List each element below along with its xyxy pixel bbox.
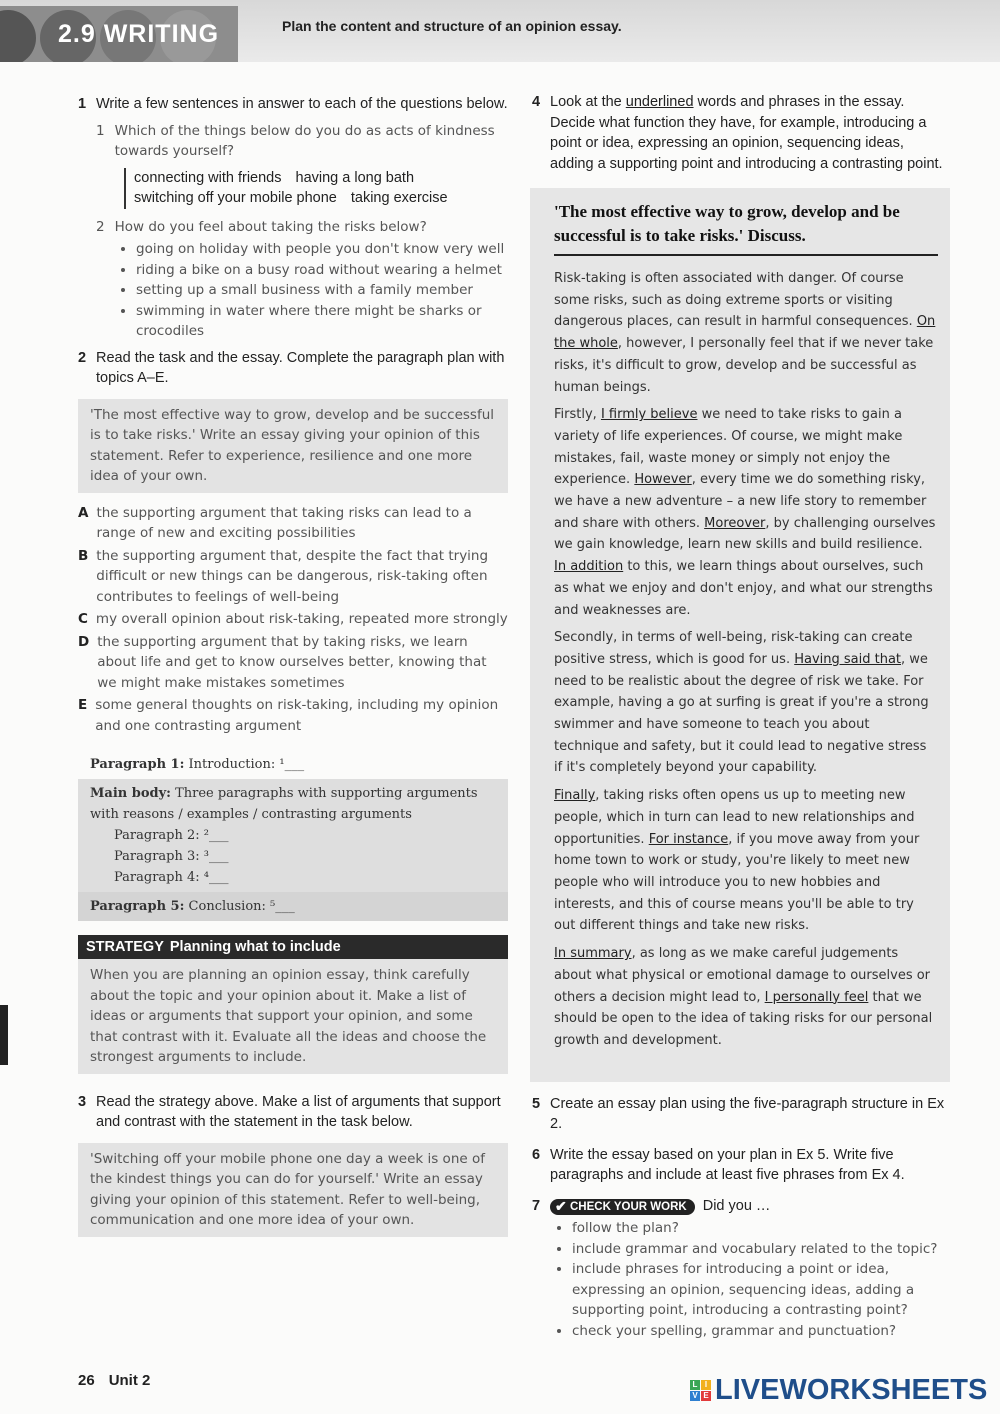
- right-column: [532, 92, 950, 1347]
- page-footer: 26 Unit 2: [78, 1372, 151, 1389]
- underlined-phrase: On the whole: [554, 314, 936, 352]
- essay-text: , by challenging ourselves we gain knowledge, learn new skills and build resilience.: [554, 515, 936, 553]
- exercise-7: 7 ✔ CHECK YOUR WORK Did you …: [532, 1197, 771, 1214]
- underlined-phrase: I firmly believe: [600, 407, 698, 423]
- section-title: 2.9 WRITING: [58, 20, 220, 48]
- exercise-1: 1 Write a few sentences in answer to each of the questions below.: [78, 96, 508, 112]
- underlined-phrase: Having said that: [794, 651, 902, 667]
- exercise-4: 4 Look at the underlined words and phrases in the essay. Decide what function they have, for example, introducing a point or idea, expressing an opinion, sequencing ideas, adding a supporting point and introducing a contrasting point.: [532, 94, 943, 172]
- risk-list: • going on holiday with people you don't know very well • riding a bike on a busy road without wearing a helmet • setting up a small business with a family member • swimming in water where there might be sharks or crocodiles: [124, 239, 508, 342]
- check-icon: ✔: [555, 1197, 567, 1214]
- blank-3[interactable]: Paragraph 3: ³___: [114, 849, 229, 864]
- essay-text: , if you move away from your home town to work or study, you're likely to meet new people who will introduce you to new hobbies and interests, and this of course means you'll be able to try out different things and take new risks.: [554, 831, 920, 934]
- underlined-phrase: Moreover: [704, 515, 766, 531]
- checklist: • follow the plan? • include grammar and vocabulary related to the topic? • include phrases for introducing a point or idea, expressing an opinion, sequencing ideas, adding a supporting point, introducing a contrasting point? • check your spelling, grammar and punctuation?: [560, 1218, 950, 1341]
- exercise-3: 3 Read the strategy above. Make a list of arguments that support and contrast with the statement in the task below.: [78, 1093, 501, 1130]
- page-header: [0, 0, 1000, 62]
- essay-text: Risk-taking is often associated with danger. Of course some risks, such as doing extreme sports or visiting dangerous places, can result in harmful consequences.: [554, 271, 917, 330]
- strategy-text: When you are planning an opinion essay, think carefully about the topic and your opinion about it. Make a list of ideas or arguments that support your opinion, and some that contrast with it. Evaluate all the ideas and choose the strongest arguments to include.: [78, 959, 508, 1074]
- underlined-phrase: For instance: [648, 831, 729, 847]
- left-column: 1 Write a few sentences in answer to each of the questions below. 1 Which of the things below do you do as acts of kindness towards yourself? connecting with friends having a long bath switching off your mobile phone taking exercise 2 How do you feel about taking the risks below? • going on holiday with people you don't know very well • riding a bike on a busy road without wearing a helmet • setting up a small business with a family member • swimming in water where there might be sharks or crocodiles 2 Read the task and the essay. Complete the paragraph plan with topics A–E. 'The most effective way to grow, develop and be successful is to take risks.' Write an essay giving your opinion of this statement. Refer to experience, resilience and one more idea of your own. A the supporting argument that taking risks can lead to a range of new and exciting possibilities B the supporting argument that, despite the fact that trying difficult or new things can be dangerous, risk-taking often contributes to feelings of well-being C my overall opinion about risk-taking, repeated more strongly D the supporting argument that by taking risks, we learn about life and get to know ourselves better, knowing that we might make mistakes sometimes E some general thoughts on risk-taking, including my opinion and one contrasting argument Paragraph 1: Introduction: ¹___ Main body: Three paragraphs with supporting arguments with reasons / examples / contrasting arguments Paragraph 2: ²___ Paragraph 3: ³___ Paragraph 4: ⁴___ Paragraph 5: Conclusion: ⁵___ STRATEGY Planning what to include When you are planning an opinion essay, think carefully about the topic and your opinion about it. Make a list of ideas or arguments that support your opinion, and some that contrast with it. Evaluate all the ideas and choose the strongest arguments to include. 3 Read the strategy above. Make a list of arguments that support and contrast with the statement in the task below. 'Switching off your mobile phone one day a week is one of the kindest things you can do for yourself.' Write an essay giving your opinion of this statement. Refer to well-being, communication and one more idea of your own.: [78, 94, 508, 1247]
- essay-text: we need to take risks to gain a variety of life experiences. Of course, we might make mistakes, fail, waste money or simply not enjoy the experience.: [554, 407, 903, 488]
- task-box-2: 'Switching off your mobile phone one day a week is one of the kindest things you can do for yourself.' Write an essay giving your opinion of this statement. Refer to well-being, communication and one more idea of your own.: [78, 1143, 508, 1237]
- exercise-2: 2 Read the task and the essay. Complete the paragraph plan with topics A–E.: [78, 349, 505, 386]
- strategy-heading: STRATEGY Planning what to include: [78, 935, 508, 959]
- essay-text: , however, I personally feel that if we never take risks, it's difficult to grow, develop and be successful as human beings.: [554, 336, 934, 395]
- paragraph-plan: Paragraph 1: Introduction: ¹___ Main body: Three paragraphs with supporting arguments with reasons / examples / contrasting arguments Paragraph 2: ²___ Paragraph 3: ³___ Paragraph 4: ⁴___ Paragraph 5: Conclusion: ⁵___: [78, 750, 508, 921]
- blank-1[interactable]: Introduction: ¹___: [188, 757, 305, 772]
- essay-text: , every time we do something risky, we have a new adventure – a new life story to remember and share with others.: [554, 472, 927, 531]
- essay-paragraph: [554, 404, 938, 621]
- essay-text: , we need to be realistic about the degree of risk we take. For example, having a go at surfing is great if you're a strong swimmer and have someone to teach you about technique and safety, but it could lead to negative stress if it's completely beyond your capability.: [554, 651, 929, 776]
- section-badge: [0, 6, 238, 62]
- exercise-6: 6 Write the essay based on your plan in Ex 5. Write five paragraphs and include at least five phrases from Ex 4.: [532, 1146, 905, 1184]
- essay-text: that we should be open to the idea of taking risks for our personal growth and development.: [554, 989, 933, 1048]
- task-box-1: 'The most effective way to grow, develop and be successful is to take risks.' Write an essay giving your opinion of this statement. Refer to experience, resilience and one more idea of your own.: [78, 399, 508, 493]
- logo-tile: V: [690, 1391, 700, 1401]
- logo-tile: L: [690, 1380, 700, 1390]
- essay-paragraph: [554, 268, 938, 398]
- lesson-objective: Plan the content and structure of an opinion essay.: [282, 18, 622, 34]
- underlined-phrase: In summary: [554, 946, 632, 962]
- exercise-5: 5 Create an essay plan using the five-paragraph structure in Ex 2.: [532, 1095, 945, 1133]
- check-your-work-badge: ✔ CHECK YOUR WORK: [550, 1199, 695, 1215]
- liveworksheets-logo: L I V E LIVEWORKSHEETS: [690, 1374, 987, 1407]
- logo-tile: E: [701, 1391, 711, 1401]
- essay-title: 'The most effective way to grow, develop and be successful is to take risks.' Discuss.: [554, 200, 938, 256]
- essay-paragraph: [554, 943, 938, 1052]
- essay-paragraph: [554, 627, 938, 779]
- kindness-options: connecting with friends having a long bath switching off your mobile phone taking exercise: [124, 168, 508, 209]
- blank-4[interactable]: Paragraph 4: ⁴___: [114, 870, 229, 885]
- essay-text: , as long as we make careful judgements about what physical or emotional damage to ourselves or others a decision might lead to,: [554, 946, 931, 1005]
- question-1: Which of the things below do you do as acts of kindness towards yourself?: [114, 122, 495, 159]
- essay-text: Secondly, in terms of well-being, risk-taking can create positive stress, which is good for us.: [554, 630, 913, 667]
- underlined-phrase: In addition: [554, 559, 624, 575]
- logo-tile: I: [701, 1380, 711, 1390]
- underlined-phrase: However: [634, 472, 692, 488]
- essay-text: , taking risks often opens us up to meeting new people, which in turn can lead to new relationships and opportunities.: [554, 788, 915, 847]
- essay-paragraph: [554, 785, 938, 937]
- blank-5[interactable]: Conclusion: ⁵___: [188, 899, 295, 914]
- underlined-phrase: Finally: [554, 788, 596, 804]
- side-tab: [0, 1005, 8, 1065]
- underlined-phrase: I personally feel: [764, 989, 869, 1005]
- blank-2[interactable]: Paragraph 2: ²___: [114, 828, 229, 843]
- model-essay: [530, 188, 950, 1082]
- essay-text: Firstly,: [554, 407, 601, 423]
- topics-list: A the supporting argument that taking risks can lead to a range of new and exciting possibilities B the supporting argument that, despite the fact that trying difficult or new things can be dangerous, risk-taking often contributes to feelings of well-being C my overall opinion about risk-taking, repeated more strongly D the supporting argument that by taking risks, we learn about life and get to know ourselves better, knowing that we might make mistakes sometimes E some general thoughts on risk-taking, including my opinion and one contrasting argument: [78, 504, 508, 734]
- question-2: How do you feel about taking the risks below?: [114, 218, 427, 235]
- essay-text: to this, we learn things about ourselves, such as what we enjoy and don't enjoy, and what our strengths and weaknesses are.: [554, 559, 933, 618]
